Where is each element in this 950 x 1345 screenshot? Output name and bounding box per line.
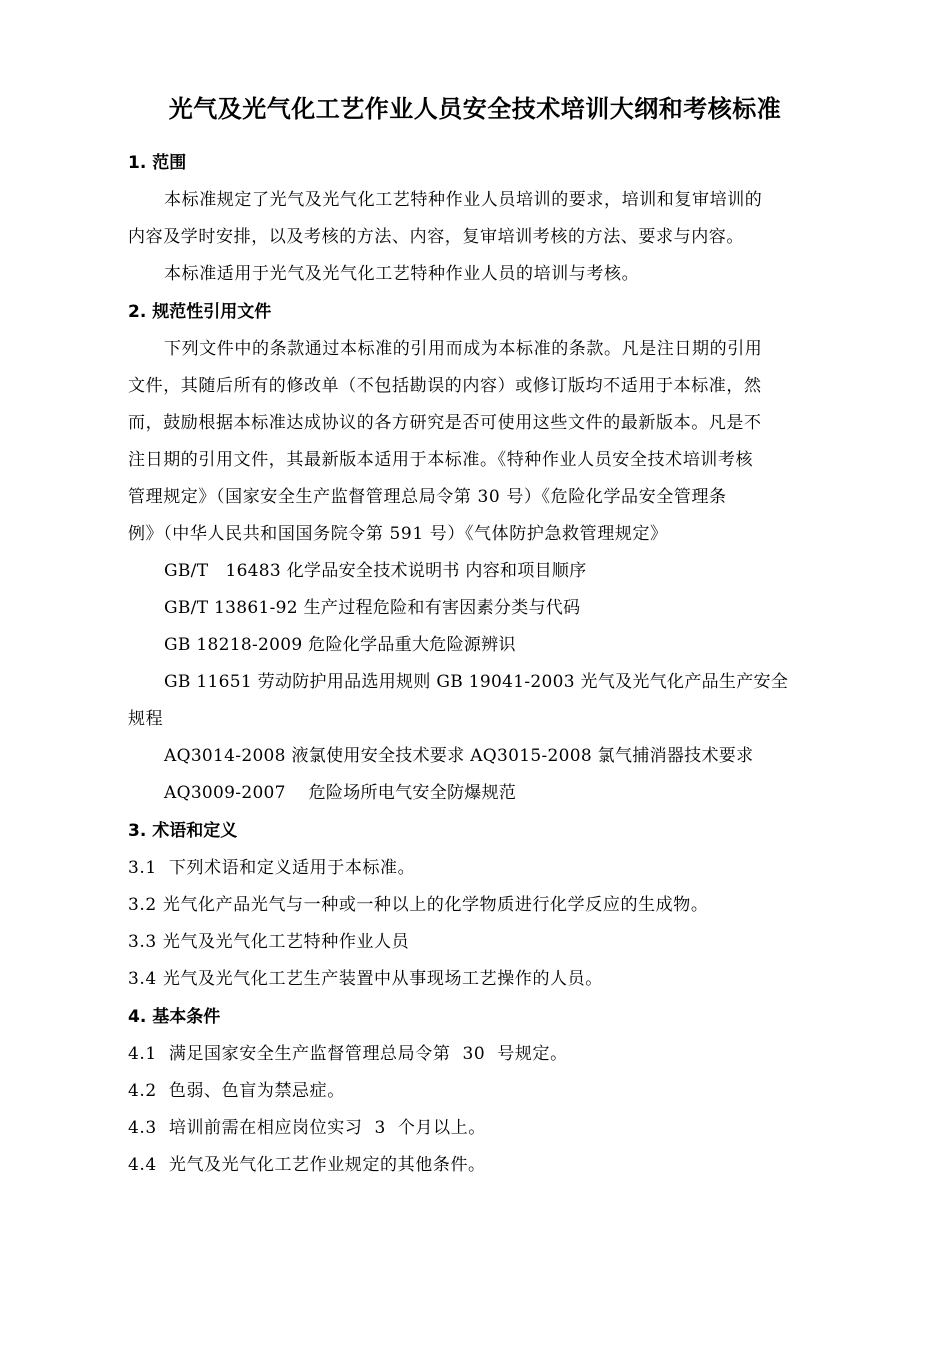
section-terms-definitions (128, 812, 822, 998)
clause-item: 4.4 光气及光气化工艺作业规定的其他条件。 (128, 1155, 486, 1175)
section-normative-references (128, 293, 822, 812)
references-intro-line-1: 下列文件中的条款通过本标准的引用而成为本标准的条款。凡是注日期的引用 (164, 339, 763, 359)
reference-item: GB/T 16483 化学品安全技术说明书 内容和项目顺序 (164, 561, 587, 581)
references-intro-line-3: 而，鼓励根据本标准达成协议的各方研究是否可使用这些文件的最新版本。凡是不 (128, 413, 762, 433)
document-title: 光气及光气化工艺作业人员安全技术培训大纲和考核标准 (168, 95, 782, 123)
clause-item: 3.4 光气及光气化工艺生产装置中从事现场工艺操作的人员。 (128, 969, 603, 989)
section-heading-terms-definitions: 3. 术语和定义 (128, 821, 238, 841)
scope-paragraph-1-line-1: 本标准规定了光气及光气化工艺特种作业人员培训的要求，培训和复审培训的 (164, 190, 763, 210)
reference-item: GB 11651 劳动防护用品选用规则 GB 19041-2003 光气及光气化产品生产安全 (164, 672, 789, 692)
scope-paragraph-2: 本标准适用于光气及光气化工艺特种作业人员的培训与考核。 (164, 264, 640, 284)
scope-paragraph-1-line-2: 内容及学时安排，以及考核的方法、内容，复审培训考核的方法、要求与内容。 (128, 227, 744, 247)
reference-item: GB 18218-2009 危险化学品重大危险源辨识 (164, 635, 516, 655)
references-intro-line-5: 管理规定》（国家安全生产监督管理总局令第 30 号）《危险化学品安全管理条 (128, 487, 727, 507)
clause-item: 3.1 下列术语和定义适用于本标准。 (128, 858, 416, 878)
section-heading-basic-conditions: 4. 基本条件 (128, 1007, 221, 1027)
reference-item: GB/T 13861-92 生产过程危险和有害因素分类与代码 (164, 598, 581, 618)
references-intro-line-2: 文件，其随后所有的修改单（不包括勘误的内容）或修订版均不适用于本标准，然 (128, 376, 762, 396)
references-intro-line-6: 例》（中华人民共和国国务院令第 591 号）《气体防护急救管理规定》 (128, 524, 668, 544)
references-intro-line-4: 注日期的引用文件，其最新版本适用于本标准。《特种作业人员安全技术培训考核 (128, 450, 754, 470)
reference-item: AQ3009-2007 危险场所电气安全防爆规范 (164, 783, 517, 803)
clause-item: 4.1 满足国家安全生产监督管理总局令第 30 号规定。 (128, 1044, 568, 1064)
reference-item-continuation: 规程 (128, 709, 164, 729)
section-heading-scope: 1. 范围 (128, 153, 187, 173)
clause-item: 3.3 光气及光气化工艺特种作业人员 (128, 932, 410, 952)
section-scope (128, 144, 822, 293)
clause-item: 4.3 培训前需在相应岗位实习 3 个月以上。 (128, 1118, 486, 1138)
section-basic-conditions (128, 998, 822, 1184)
clause-item: 3.2 光气化产品光气与一种或一种以上的化学物质进行化学反应的生成物。 (128, 895, 709, 915)
clause-item: 4.2 色弱、色盲为禁忌症。 (128, 1081, 345, 1101)
reference-item: AQ3014-2008 液氯使用安全技术要求 AQ3015-2008 氯气捕消器技术要求 (164, 746, 754, 766)
section-heading-normative-references: 2. 规范性引用文件 (128, 302, 272, 322)
